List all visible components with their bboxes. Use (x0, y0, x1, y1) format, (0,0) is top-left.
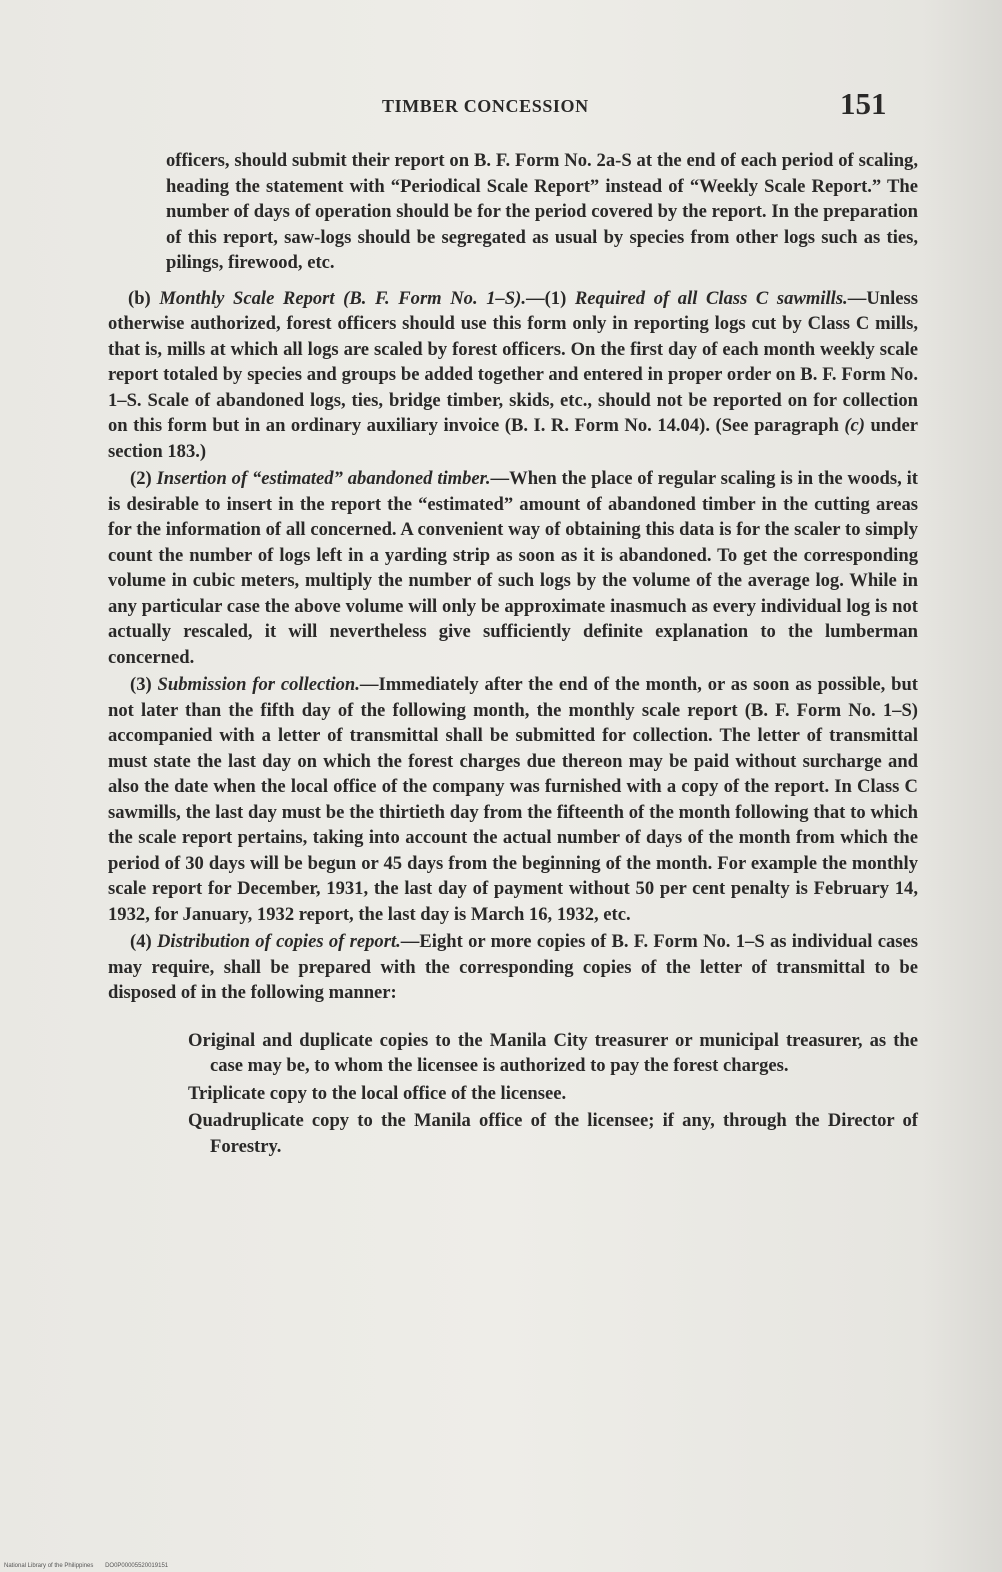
distribution-item-quadruplicate: Quadruplicate copy to the Manila office of the licensee; if any, through the Director of Forestry. (188, 1110, 918, 1157)
section-b-dash: — (525, 287, 545, 309)
sub1-ref: (c) (844, 415, 865, 436)
sub1-heading: Required of all Class C sawmills. (574, 287, 848, 309)
para2-label: (2) (130, 468, 152, 489)
page-number: 151 (840, 86, 887, 121)
sub1-label: (1) (544, 287, 567, 309)
para3-text: —Immediately after the end of the month, or as soon as possible, but not later than the fifth day of the following month, the monthly scale report (B. F. Form No. 1–S) accompanied with a letter of transmittal shall be submitted for collection. The letter of transmittal must state the last day on which the forest charges due thereon may be paid without surcharge and also the date when the local office of the company was furnished with a copy of the report. In Class C sawmills, the last day must be the thirtieth day from the fifteenth of the month following that to which the scale report pertains, taking into account the actual number of days of the month from which the period of 30 days will be begun or 45 days from the beginning of the month. For example the monthly scale report for December, 1931, the last day of payment without 50 per cent penalty is February 14, 1932, for January, 1932 report, the last day is March 16, 1932, etc. (108, 674, 918, 925)
running-title: TIMBER CONCESSION (382, 96, 589, 116)
paragraph-2 (108, 466, 918, 670)
sub1-text: —Unless otherwise authorized, forest officers should use this form only in reporting logs cut by Class C mills, that is, mills at which all logs are scaled by forest officers. On the first day of each month weekly scale report totaled by species and groups be added together and entered in proper order on B. F. Form No. 1–S. Scale of abandoned logs, ties, bridge timber, skids, etc., should not be reported on for collection on this form but in an ordinary auxiliary invoice (B. I. R. Form No. 14.04). (See paragraph (108, 287, 918, 436)
paragraph-4 (108, 929, 918, 1006)
para3-heading: Submission for collection. (157, 674, 360, 695)
distribution-item-original: Original and duplicate copies to the Manila City treasurer or municipal treasurer, as the case may be, to whom the licensee is authorized to pay the forest charges. (188, 1029, 918, 1076)
para2-text: —When the place of regular scaling is in the woods, it is desirable to insert in the report the “estimated” amount of abandoned timber in the cutting areas for the information of all concerned. A convenient way of obtaining this data is for the scaler to simply count the number of logs left in a yarding strip as soon as it is abandoned. To get the corresponding volume in cubic meters, multiply the number of such logs by the volume of the average log. While in any particular case the above volume will only be approximate inasmuch as every individual log is not actually rescaled, it will nevertheless give sufficiently definite explanation to the lumberman concerned. (108, 468, 918, 668)
footer-library: National Library of the Philippines (4, 1563, 94, 1569)
distribution-list (108, 1028, 918, 1160)
scan-footer (4, 1563, 178, 1569)
page-header (0, 88, 1002, 128)
distribution-item-triplicate: Triplicate copy to the local office of the licensee. (188, 1082, 567, 1104)
section-b-heading: Monthly Scale Report (B. F. Form No. 1–S). (159, 287, 526, 309)
para2-heading: Insertion of “estimated” abandoned timber. (156, 468, 491, 489)
paragraph-3 (108, 672, 918, 927)
para4-label: (4) (130, 931, 152, 952)
body-text (108, 148, 918, 1161)
section-b-label: (b) (128, 287, 151, 309)
section-b-paragraph (108, 286, 918, 465)
para3-label: (3) (130, 674, 152, 695)
sub1-end: under section 183.) (108, 415, 918, 462)
footer-code: DO0P00005520019151 (105, 1563, 169, 1569)
continuation-paragraph: officers, should submit their report on B. F. Form No. 2a-S at the end of each period of scaling, heading the statement with “Periodical Scale Report” instead of “Weekly Scale Report.” The number of days of operation should be for the period covered by the report. In the preparation of this report, saw-logs should be segregated as usual by species from other logs such as ties, pilings, firewood, etc. (166, 150, 918, 273)
para4-text: —Eight or more copies of B. F. Form No. 1–S as individual cases may require, shall be prepared with the corresponding copies of the letter of transmittal to be disposed of in the following manner: (108, 931, 918, 1003)
para4-heading: Distribution of copies of report. (156, 931, 401, 952)
